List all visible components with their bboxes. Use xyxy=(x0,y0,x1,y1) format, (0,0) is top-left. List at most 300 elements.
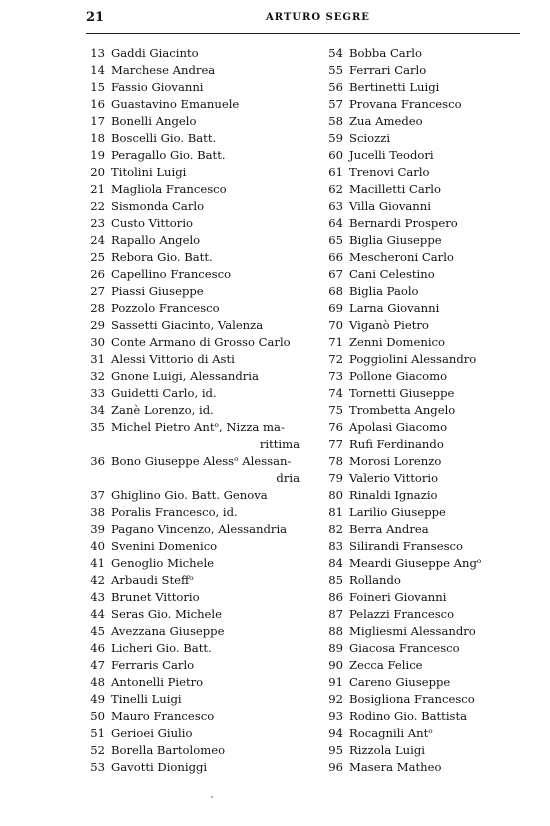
list-item xyxy=(320,283,532,300)
entry-name xyxy=(111,759,300,776)
entry-name-line: Berra Andrea xyxy=(349,522,429,536)
entry-number: 87 xyxy=(328,607,343,621)
entry-number: 57 xyxy=(328,97,343,111)
entry-name xyxy=(111,725,300,742)
list-item xyxy=(82,62,300,79)
entry-name xyxy=(349,113,532,130)
entry-number: 50 xyxy=(90,709,105,723)
list-item xyxy=(82,113,300,130)
list-item xyxy=(320,504,532,521)
list-item xyxy=(320,249,532,266)
entry-number: 17 xyxy=(90,114,105,128)
list-item xyxy=(82,742,300,759)
entry-number: 19 xyxy=(90,148,105,162)
entry-name-line: Zecca Felice xyxy=(349,658,423,672)
list-item xyxy=(320,385,532,402)
entry-name-continuation: dria xyxy=(276,471,300,485)
entry-name-line: Villa Giovanni xyxy=(349,199,431,213)
entry-name-line: Masera Matheo xyxy=(349,760,442,774)
entry-number: 40 xyxy=(90,539,105,553)
entry-number: 39 xyxy=(90,522,105,536)
entry-name-line: Alessi Vittorio di Asti xyxy=(111,352,235,366)
list-item xyxy=(82,266,300,283)
entry-name-line: Guidetti Carlo, id. xyxy=(111,386,217,400)
entry-name-line: Rodino Gio. Battista xyxy=(349,709,468,723)
entry-name-line: Fassio Giovanni xyxy=(111,80,204,94)
entry-name-line: Ghiglino Gio. Batt. Genova xyxy=(111,488,268,502)
list-item xyxy=(82,640,300,657)
ink-speck xyxy=(211,796,213,798)
entry-name-line: Zanè Lorenzo, id. xyxy=(111,403,214,417)
list-item xyxy=(82,504,300,521)
list-item xyxy=(320,623,532,640)
list-item xyxy=(320,113,532,130)
entry-name xyxy=(111,691,300,708)
entry-name xyxy=(111,181,300,198)
entry-name xyxy=(349,300,532,317)
list-item xyxy=(320,691,532,708)
list-item xyxy=(82,164,300,181)
entry-name-line: Tinelli Luigi xyxy=(111,692,182,706)
entry-name-line: Meardi Giuseppe Angᵒ xyxy=(349,556,482,570)
list-item xyxy=(320,555,532,572)
list-item xyxy=(82,657,300,674)
entry-name xyxy=(349,232,532,249)
entry-name-line: Guastavino Emanuele xyxy=(111,97,240,111)
entry-name-continuation: rittima xyxy=(259,437,300,451)
list-item xyxy=(82,198,300,215)
entry-name xyxy=(349,436,532,453)
list-item xyxy=(320,487,532,504)
entry-number: 34 xyxy=(90,403,105,417)
entry-number: 46 xyxy=(90,641,105,655)
entry-number: 48 xyxy=(90,675,105,689)
entry-number: 84 xyxy=(328,556,343,570)
list-item xyxy=(320,674,532,691)
list-item xyxy=(82,317,300,334)
list-item xyxy=(82,232,300,249)
entry-name-line: Migliesmi Alessandro xyxy=(349,624,476,638)
entry-number: 27 xyxy=(90,284,105,298)
list-item xyxy=(82,351,300,368)
entry-name-line: Rapallo Angelo xyxy=(111,233,201,247)
entry-number: 60 xyxy=(328,148,343,162)
entry-number: 21 xyxy=(90,182,105,196)
entry-name xyxy=(349,589,532,606)
entry-name xyxy=(349,266,532,283)
entry-name-line: Conte Armano di Grosso Carlo xyxy=(111,335,291,349)
entry-number: 61 xyxy=(328,165,343,179)
entry-name-line: Avezzana Giuseppe xyxy=(111,624,225,638)
list-item xyxy=(320,708,532,725)
entry-name xyxy=(349,62,532,79)
entry-name-line: Sciozzi xyxy=(349,131,391,145)
entry-name-line: Bosigliona Francesco xyxy=(349,692,475,706)
entry-name xyxy=(349,470,532,487)
entry-number: 59 xyxy=(328,131,343,145)
entry-number: 32 xyxy=(90,369,105,383)
entry-name xyxy=(111,606,300,623)
entry-name-line: Biglia Giuseppe xyxy=(349,233,442,247)
entry-name xyxy=(111,96,300,113)
entry-number: 54 xyxy=(328,46,343,60)
entry-number: 81 xyxy=(328,505,343,519)
entry-name xyxy=(349,164,532,181)
running-title: ARTURO SEGRE xyxy=(266,12,370,23)
entry-number: 79 xyxy=(328,471,343,485)
entry-name xyxy=(111,555,300,572)
entry-name xyxy=(349,742,532,759)
entry-name-line: Macilletti Carlo xyxy=(349,182,441,196)
entry-name xyxy=(349,317,532,334)
entry-number: 42 xyxy=(90,573,105,587)
entry-number: 63 xyxy=(328,199,343,213)
entry-name xyxy=(349,147,532,164)
list-item xyxy=(82,708,300,725)
entry-number: 62 xyxy=(328,182,343,196)
entry-number: 33 xyxy=(90,386,105,400)
entry-name xyxy=(349,657,532,674)
entry-name-line: Titolini Luigi xyxy=(111,165,187,179)
entry-name xyxy=(111,317,300,334)
entry-name-line: Rocagnili Antᵒ xyxy=(349,726,433,740)
entry-name-line: Genoglio Michele xyxy=(111,556,215,570)
entry-number: 24 xyxy=(90,233,105,247)
entry-name-line: Foineri Giovanni xyxy=(349,590,447,604)
entry-name-line: Biglia Paolo xyxy=(349,284,419,298)
list-item xyxy=(82,45,300,62)
entry-number: 31 xyxy=(90,352,105,366)
list-item xyxy=(82,674,300,691)
list-item xyxy=(82,725,300,742)
entry-number: 86 xyxy=(328,590,343,604)
entry-name xyxy=(349,555,532,572)
entry-name xyxy=(111,487,300,504)
entry-name-line: Gaddi Giacinto xyxy=(111,46,199,60)
entry-number: 96 xyxy=(328,760,343,774)
entry-name-line: Poggiolini Alessandro xyxy=(349,352,477,366)
entry-name xyxy=(111,79,300,96)
entry-number: 25 xyxy=(90,250,105,264)
entry-name xyxy=(349,385,532,402)
entry-number: 30 xyxy=(90,335,105,349)
entry-name-line: Morosi Lorenzo xyxy=(349,454,442,468)
list-item xyxy=(82,589,300,606)
list-item xyxy=(320,572,532,589)
entry-number: 90 xyxy=(328,658,343,672)
entry-name-line: Magliola Francesco xyxy=(111,182,227,196)
entry-name xyxy=(111,62,300,79)
list-item xyxy=(320,215,532,232)
list-item xyxy=(320,521,532,538)
right-column-list xyxy=(320,45,532,776)
entry-number: 73 xyxy=(328,369,343,383)
entry-name xyxy=(349,130,532,147)
entry-name xyxy=(349,674,532,691)
list-item xyxy=(82,521,300,538)
list-item xyxy=(82,623,300,640)
list-item xyxy=(320,640,532,657)
entry-name xyxy=(111,402,300,419)
entry-name-line: Pollone Giacomo xyxy=(349,369,448,383)
entry-name-line: Boscelli Gio. Batt. xyxy=(111,131,217,145)
entry-number: 53 xyxy=(90,760,105,774)
entry-number: 71 xyxy=(328,335,343,349)
list-item xyxy=(82,759,300,776)
list-item xyxy=(320,436,532,453)
entry-name-line: Careno Giuseppe xyxy=(349,675,451,689)
entry-number: 13 xyxy=(90,46,105,60)
list-item xyxy=(320,589,532,606)
entry-number: 55 xyxy=(328,63,343,77)
entry-name-line: Gavotti Dioniggi xyxy=(111,760,208,774)
entry-number: 80 xyxy=(328,488,343,502)
entry-name-line: Trombetta Angelo xyxy=(349,403,456,417)
entry-name-line: Pozzolo Francesco xyxy=(111,301,220,315)
entry-name-line: Gnone Luigi, Alessandria xyxy=(111,369,259,383)
list-item xyxy=(82,215,300,232)
list-item xyxy=(82,487,300,504)
entry-name xyxy=(111,674,300,691)
entry-number: 14 xyxy=(90,63,105,77)
entry-name xyxy=(111,334,300,351)
list-item xyxy=(320,657,532,674)
entry-number: 20 xyxy=(90,165,105,179)
list-item xyxy=(82,453,300,487)
entry-number: 43 xyxy=(90,590,105,604)
page-header xyxy=(0,10,550,26)
entry-name-line: Rinaldi Ignazio xyxy=(349,488,438,502)
entry-name-line: Provana Francesco xyxy=(349,97,462,111)
entry-number: 64 xyxy=(328,216,343,230)
entry-name xyxy=(111,504,300,521)
entry-name xyxy=(111,130,300,147)
entry-name-line: Trenovi Carlo xyxy=(349,165,430,179)
list-item xyxy=(320,334,532,351)
entry-number: 85 xyxy=(328,573,343,587)
entry-name-line: Pagano Vincenzo, Alessandria xyxy=(111,522,288,536)
entry-number: 94 xyxy=(328,726,343,740)
entry-number: 91 xyxy=(328,675,343,689)
entry-name-line: Peragallo Gio. Batt. xyxy=(111,148,226,162)
list-item xyxy=(320,147,532,164)
entry-name xyxy=(111,113,300,130)
entry-number: 88 xyxy=(328,624,343,638)
entry-name xyxy=(349,402,532,419)
entry-name xyxy=(349,538,532,555)
entry-number: 44 xyxy=(90,607,105,621)
entry-name xyxy=(111,232,300,249)
entry-name-line: Rebora Gio. Batt. xyxy=(111,250,213,264)
entry-name-line: Giacosa Francesco xyxy=(349,641,460,655)
entry-name-line: Ferrari Carlo xyxy=(349,63,427,77)
entry-name xyxy=(349,521,532,538)
entry-name xyxy=(111,538,300,555)
list-item xyxy=(82,96,300,113)
list-item xyxy=(82,300,300,317)
entry-name-line: Apolasi Giacomo xyxy=(349,420,448,434)
entry-name xyxy=(111,657,300,674)
list-item xyxy=(320,266,532,283)
list-item xyxy=(82,419,300,453)
entry-number: 75 xyxy=(328,403,343,417)
entry-number: 36 xyxy=(90,454,105,468)
entry-name xyxy=(111,589,300,606)
list-item xyxy=(82,385,300,402)
entry-name-line: Mauro Francesco xyxy=(111,709,215,723)
entry-number: 51 xyxy=(90,726,105,740)
entry-name-line: Larilio Giuseppe xyxy=(349,505,446,519)
entry-name-line: Viganò Pietro xyxy=(349,318,429,332)
entry-number: 78 xyxy=(328,454,343,468)
entry-number: 83 xyxy=(328,539,343,553)
entry-name-line: Rufi Ferdinando xyxy=(349,437,444,451)
entry-name-line: Bono Giuseppe Alessᵒ Alessan- xyxy=(111,454,292,468)
list-item xyxy=(320,130,532,147)
entry-name-line: Michel Pietro Antᵒ, Nizza ma- xyxy=(111,420,285,434)
list-item xyxy=(82,79,300,96)
entry-number: 16 xyxy=(90,97,105,111)
entry-name xyxy=(349,198,532,215)
entry-name-line: Licheri Gio. Batt. xyxy=(111,641,212,655)
list-item xyxy=(82,691,300,708)
entry-name-line: Zenni Domenico xyxy=(349,335,446,349)
list-item xyxy=(320,453,532,470)
entry-number: 70 xyxy=(328,318,343,332)
entry-name xyxy=(111,385,300,402)
entry-name-line: Jucelli Teodori xyxy=(349,148,434,162)
entry-name xyxy=(349,419,532,436)
entry-number: 26 xyxy=(90,267,105,281)
entry-name xyxy=(349,45,532,62)
entry-name-line: Larna Giovanni xyxy=(349,301,440,315)
entry-number: 29 xyxy=(90,318,105,332)
entry-name xyxy=(111,453,300,487)
list-item xyxy=(320,538,532,555)
entry-number: 72 xyxy=(328,352,343,366)
entry-number: 92 xyxy=(328,692,343,706)
entry-name xyxy=(111,521,300,538)
entry-name xyxy=(349,351,532,368)
entry-number: 15 xyxy=(90,80,105,94)
entry-name xyxy=(111,283,300,300)
list-item xyxy=(320,725,532,742)
entry-number: 76 xyxy=(328,420,343,434)
entry-number: 58 xyxy=(328,114,343,128)
entry-number: 82 xyxy=(328,522,343,536)
entry-number: 18 xyxy=(90,131,105,145)
left-column-list xyxy=(82,45,300,776)
entry-number: 67 xyxy=(328,267,343,281)
list-item xyxy=(82,402,300,419)
entry-name xyxy=(111,249,300,266)
entry-name xyxy=(349,504,532,521)
entry-name-line: Rollando xyxy=(349,573,401,587)
entry-number: 23 xyxy=(90,216,105,230)
entry-name-line: Sassetti Giacinto, Valenza xyxy=(111,318,264,332)
list-item xyxy=(82,572,300,589)
header-rule xyxy=(86,33,520,34)
entry-name-line: Bertinetti Luigi xyxy=(349,80,440,94)
entry-number: 45 xyxy=(90,624,105,638)
entry-name xyxy=(111,45,300,62)
entry-name xyxy=(349,215,532,232)
list-item xyxy=(320,198,532,215)
entry-name-line: Gerioei Giulio xyxy=(111,726,193,740)
entry-name xyxy=(111,300,300,317)
entry-number: 49 xyxy=(90,692,105,706)
entry-number: 89 xyxy=(328,641,343,655)
entry-name xyxy=(111,623,300,640)
entry-name xyxy=(111,147,300,164)
page-number: 21 xyxy=(86,10,105,25)
list-item xyxy=(82,181,300,198)
entry-name xyxy=(349,334,532,351)
entry-name-line: Marchese Andrea xyxy=(111,63,216,77)
entry-name-line: Custo Vittorio xyxy=(111,216,194,230)
entry-name xyxy=(349,708,532,725)
list-item xyxy=(320,317,532,334)
entry-name-line: Ferraris Carlo xyxy=(111,658,195,672)
entry-name-line: Zua Amedeo xyxy=(349,114,423,128)
entry-name xyxy=(349,691,532,708)
entry-name-line: Antonelli Pietro xyxy=(111,675,204,689)
entry-number: 93 xyxy=(328,709,343,723)
entry-number: 77 xyxy=(328,437,343,451)
entry-name xyxy=(111,419,300,453)
entry-name xyxy=(111,742,300,759)
entry-name-line: Silirandi Fransesco xyxy=(349,539,464,553)
entry-number: 65 xyxy=(328,233,343,247)
list-item xyxy=(320,759,532,776)
entry-name-line: Seras Gio. Michele xyxy=(111,607,222,621)
list-item xyxy=(320,45,532,62)
list-item xyxy=(320,181,532,198)
entry-name xyxy=(349,725,532,742)
list-item xyxy=(320,300,532,317)
entry-number: 41 xyxy=(90,556,105,570)
entry-name xyxy=(111,640,300,657)
entry-name xyxy=(349,640,532,657)
list-item xyxy=(320,742,532,759)
list-item xyxy=(320,368,532,385)
list-item xyxy=(320,164,532,181)
entry-name-line: Rizzola Luigi xyxy=(349,743,425,757)
list-item xyxy=(320,606,532,623)
entry-number: 22 xyxy=(90,199,105,213)
entry-number: 52 xyxy=(90,743,105,757)
entry-number: 47 xyxy=(90,658,105,672)
list-item xyxy=(320,232,532,249)
entry-name-line: Tornetti Giuseppe xyxy=(349,386,455,400)
entry-name xyxy=(349,606,532,623)
entry-name xyxy=(349,623,532,640)
list-item xyxy=(82,249,300,266)
entry-name xyxy=(111,572,300,589)
list-item xyxy=(320,402,532,419)
list-item xyxy=(320,351,532,368)
entry-name xyxy=(349,759,532,776)
entry-number: 37 xyxy=(90,488,105,502)
list-item xyxy=(320,79,532,96)
entry-name xyxy=(111,351,300,368)
entry-number: 66 xyxy=(328,250,343,264)
entry-name xyxy=(349,79,532,96)
list-item xyxy=(82,538,300,555)
entry-name-line: Bonelli Angelo xyxy=(111,114,197,128)
entry-number: 56 xyxy=(328,80,343,94)
list-item xyxy=(82,130,300,147)
